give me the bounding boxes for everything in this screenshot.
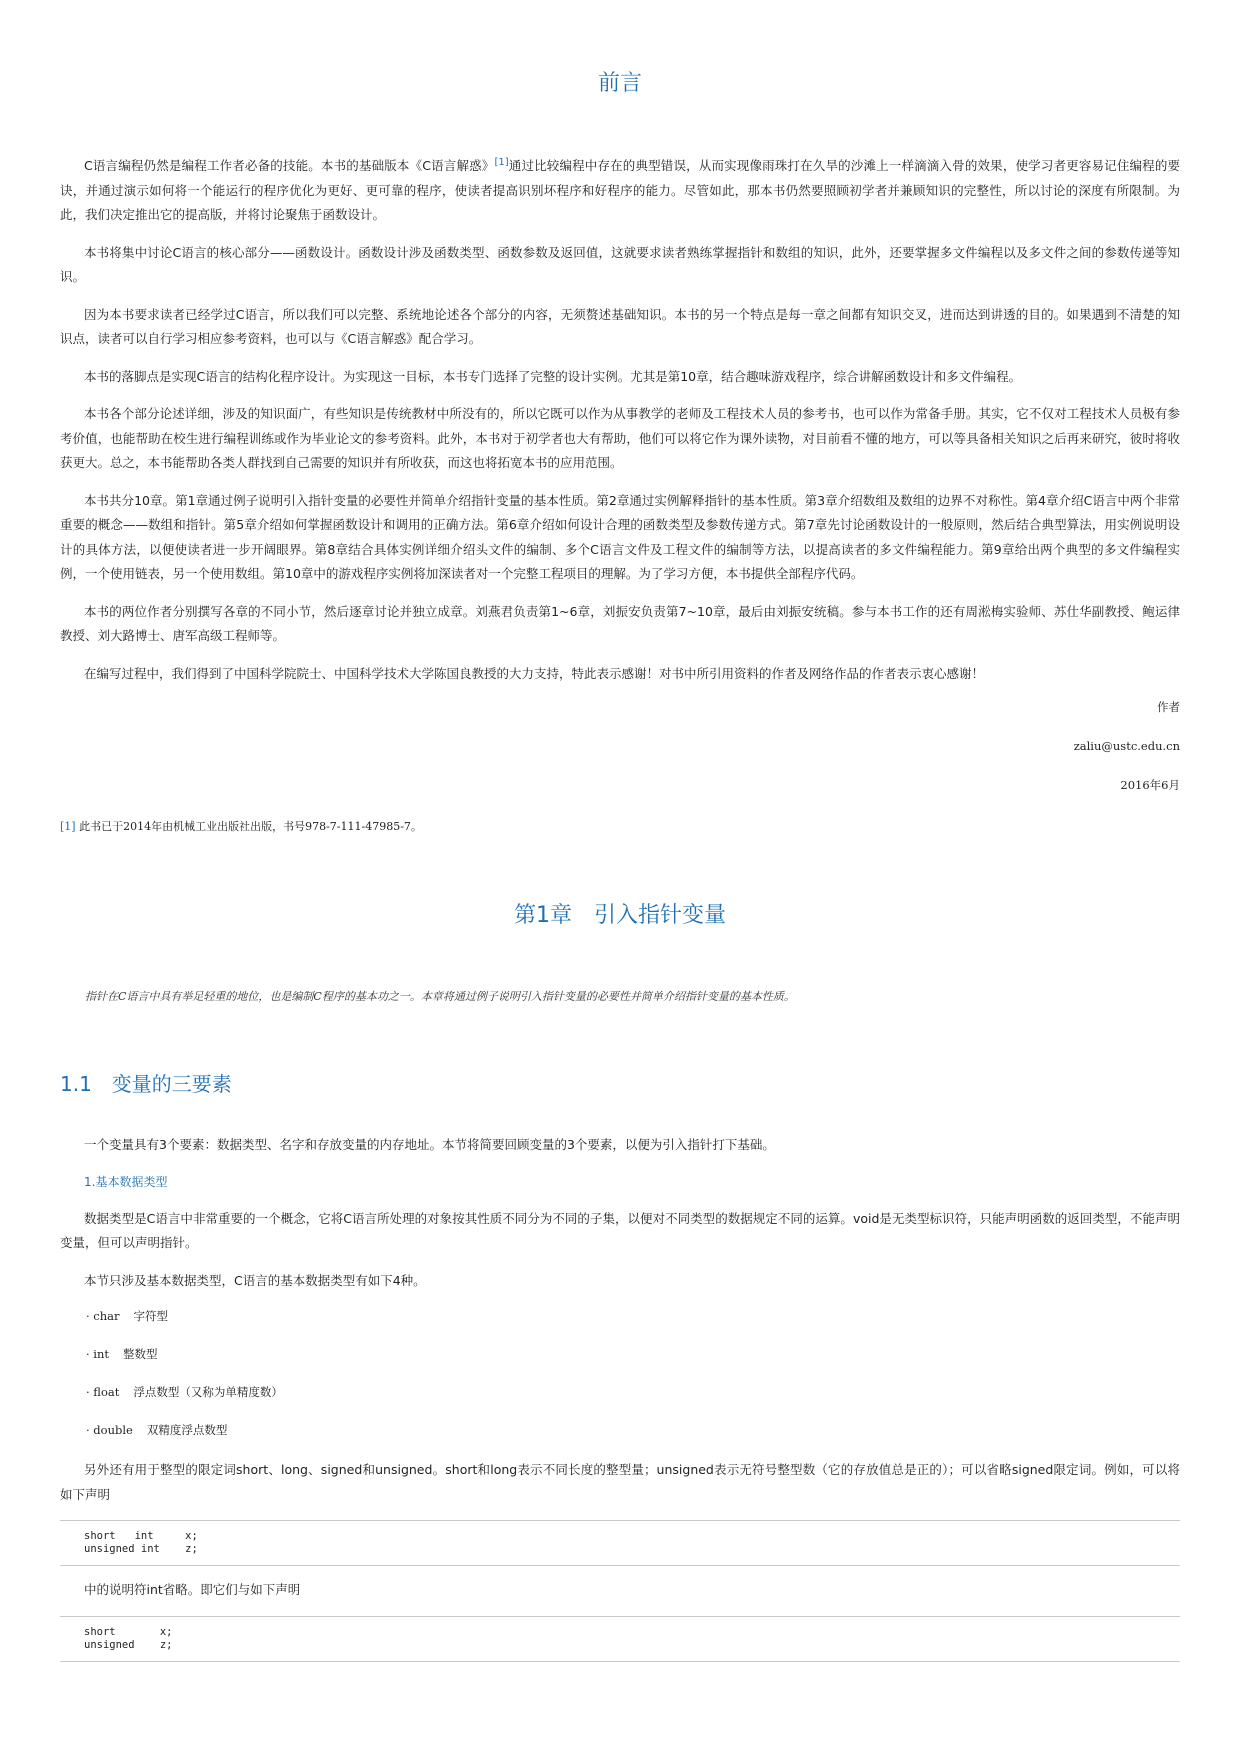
preface-paragraph: 因为本书要求读者已经学过C语言，所以我们可以完整、系统地论述各个部分的内容，无须赘述基础知识。本书的另一个特点是每一章之间都有知识交叉，进而达到讲透的目的。如果遇到不清楚的知识点，读者可以自行学习相应参考资料，也可以与《C语言解惑》配合学习。 (60, 306, 1180, 347)
section-paragraph: 另外还有用于整型的限定词short、long、signed和unsigned。short和long表示不同长度的整型量；unsigned表示无符号整型数（它的存放值总是正的）；可以省略signed限定词。例如，可以将如下声明 (60, 1462, 1180, 1502)
preface-p1-text: C语言编程仍然是编程工作者必备的技能。本书的基础版本《C语言解惑》 (84, 158, 495, 174)
footnote-mark[interactable]: [1] (60, 820, 76, 833)
section-title: 1.1 变量的三要素 (60, 1072, 232, 1096)
preface-body (60, 150, 1180, 817)
preface-paragraph: 本书各个部分论述详细，涉及的知识面广，有些知识是传统教材中所没有的，所以它既可以作为从事教学的老师及工程技术人员的参考书，也可以作为常备手册。其实，它不仅对工程技术人员极有参考价值，也能帮助在校生进行编程训练或作为毕业论文的参考资料。此外，本书对于初学者也大有帮助，他们可以将它作为课外读物，对目前看不懂的地方，可以等具备相关知识之后再来研究，彼时将收获更大。总之，本书能帮助各类人群找到自己需要的知识并有所收获，而这也将拓宽本书的应用范围。 (60, 406, 1180, 471)
type-description: 双精度浮点数型 (146, 1423, 228, 1437)
signature-author: 作者 (1157, 700, 1180, 715)
section-paragraph: 数据类型是C语言中非常重要的一个概念，它将C语言所处理的对象按其性质不同分为不同的子集，以便对不同类型的数据规定不同的运算。void是无类型标识符，只能声明函数的返回类型，不能声明变量，但可以声明指针。 (60, 1210, 1180, 1250)
preface-paragraph: 本书的两位作者分别撰写各章的不同小节，然后逐章讨论并独立成章。刘燕君负责第1~6章，刘振安负责第7~10章，最后由刘振安统稿。参与本书工作的还有周淞梅实验师、苏仕华副教授、鲍运律教授、刘大路博士、唐军高级工程师等。 (60, 603, 1180, 644)
type-keyword: · char (86, 1309, 120, 1323)
code-block: short x; unsigned z; (60, 1616, 1180, 1662)
section-paragraph: 一个变量具有3个要素：数据类型、名字和存放变量的内存地址。本节将简要回顾变量的3个要素，以便为引入指针打下基础。 (84, 1137, 775, 1152)
type-description: 字符型 (133, 1309, 169, 1323)
type-keyword: · double (86, 1423, 133, 1437)
type-description: 浮点数型（又称为单精度数） (133, 1385, 283, 1399)
type-list-item (86, 1382, 1180, 1402)
type-description: 整数型 (123, 1347, 158, 1361)
preface-title: 前言 (597, 71, 642, 96)
section-paragraph: 中的说明符int省略。即它们与如下声明 (84, 1582, 301, 1597)
code-block: short int x; unsigned int z; (60, 1520, 1180, 1566)
type-list-item (86, 1344, 1180, 1364)
chapter-intro: 指针在C语言中具有举足轻重的地位，也是编制C程序的基本功之一。本章将通过例子说明引入指针变量的必要性并简单介绍指针变量的基本性质。 (85, 990, 795, 1003)
type-keyword: · float (86, 1385, 120, 1399)
section-body (60, 1133, 1180, 1674)
footnote (60, 818, 422, 834)
footnote-text: 此书已于2014年由机械工业出版社出版，书号978-7-111-47985-7。 (79, 820, 422, 833)
chapter-title: 第1章 引入指针变量 (514, 903, 726, 928)
preface-paragraph: 本书的落脚点是实现C语言的结构化程序设计。为实现这一目标，本书专门选择了完整的设计实例。尤其是第10章，结合趣味游戏程序，综合讲解函数设计和多文件编程。 (84, 368, 1022, 384)
signature-date: 2016年6月 (1120, 778, 1180, 793)
type-keyword: · int (86, 1347, 110, 1361)
type-list-item (86, 1306, 1180, 1326)
preface-paragraph (60, 150, 1180, 228)
preface-paragraph: 本书将集中讨论C语言的核心部分——函数设计。函数设计涉及函数类型、函数参数及返回值，这就要求读者熟练掌握指针和数组的知识，此外，还要掌握多文件编程以及多文件之间的参数传递等知识。 (60, 244, 1180, 285)
footnote-ref-link[interactable]: [1] (494, 157, 509, 168)
preface-paragraph: 在编写过程中，我们得到了中国科学院院士、中国科学技术大学陈国良教授的大力支持，特此表示感谢！对书中所引用资料的作者及网络作品的作者表示衷心感谢！ (84, 665, 985, 681)
preface-p1-text-cont: 通过比较编程中存在的典型错误，从而实现像雨珠打在久旱的沙滩上一样滴滴入骨的效果，使学习者更容易记住编程的要诀，并通过演示如何将一个能运行的程序优化为更好、更可靠的程序，使读者提高识别坏程序和好程序的能力。尽管如此，那本书仍然要照顾初学者并兼顾知识的完整性，所以讨论的深度有所限制。为此，我们决定推出它的提高版，并将讨论聚焦于函数设计。 (60, 158, 1180, 223)
type-list-item (86, 1420, 1180, 1440)
section-paragraph: 本节只涉及基本数据类型，C语言的基本数据类型有如下4种。 (84, 1272, 426, 1288)
signature-email: zaliu@ustc.edu.cn (1073, 739, 1180, 754)
subsection-heading: 1.基本数据类型 (84, 1174, 168, 1189)
preface-paragraph: 本书共分10章。第1章通过例子说明引入指针变量的必要性并简单介绍指针变量的基本性质。第2章通过实例解释指针的基本性质。第3章介绍数组及数组的边界不对称性。第4章介绍C语言中两个非常重要的概念——数组和指针。第5章介绍如何掌握函数设计和调用的正确方法。第6章介绍如何设计合理的函数类型及参数传递方式。第7章先讨论函数设计的一般原则，然后结合典型算法，用实例说明设计的具体方法，以便使读者进一步开阔眼界。第8章结合具体实例详细介绍头文件的编制、多个C语言文件及工程文件的编制等方法，以提高读者的多文件编程能力。第9章给出两个典型的多文件编程实例，一个使用链表，另一个使用数组。第10章中的游戏程序实例将加深读者对一个完整工程项目的理解。为了学习方便，本书提供全部程序代码。 (60, 492, 1180, 582)
